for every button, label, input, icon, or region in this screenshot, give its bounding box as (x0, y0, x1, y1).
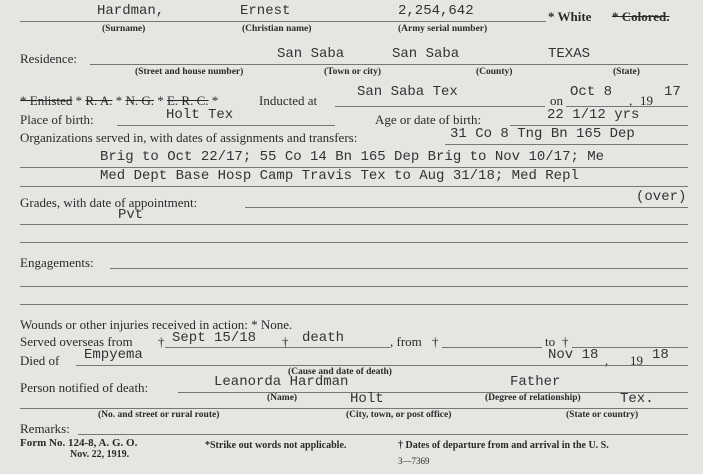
dates-note: † Dates of departure from and arrival in the U. S. (398, 440, 609, 451)
residence-state-value: TEXAS (548, 46, 591, 62)
notified-address-rule (20, 408, 688, 409)
notified-name-caption: (Name) (267, 393, 298, 403)
christian-name-value: Ernest (240, 3, 291, 19)
inducted-year-value: 17 (664, 84, 681, 100)
dagger-2: † (282, 334, 289, 349)
residence-street-value: San Saba (277, 46, 345, 62)
surname-value: Hardman, (97, 3, 165, 19)
inducted-date-value: Oct 8 (570, 84, 613, 100)
death-caption: (Cause and date of death) (288, 367, 392, 377)
residence-street-caption: (Street and house number) (135, 67, 244, 77)
residence-county-caption: (County) (476, 67, 513, 77)
age-label: Age or date of birth: (375, 112, 482, 127)
wounds-label: Wounds or other injuries received in action: * None. (20, 317, 293, 332)
organizations-rule-1 (445, 144, 688, 145)
inducted-label: Inducted at (259, 93, 318, 108)
inducted-comma: , (629, 93, 633, 108)
death-rule (76, 365, 688, 366)
death-year-value: 18 (652, 347, 669, 363)
engagements-rule-2 (20, 286, 688, 287)
notified-name-value: Leanorda Hardman (214, 374, 349, 390)
residence-town-value: San Saba (392, 46, 460, 62)
served-overseas-label: Served overseas from (20, 334, 133, 349)
over-note: (over) (636, 189, 687, 205)
organizations-label: Organizations served in, with dates of assignments and transfers: (20, 130, 358, 145)
inducted-place-value: San Saba Tex (357, 84, 458, 100)
enlisted-label: * Enlisted * R. A. * N. G. * E. R. C. * (20, 93, 219, 108)
dagger-4: † (562, 334, 569, 349)
residence-state-caption: (State) (613, 67, 640, 77)
organizations-rule-3 (20, 186, 688, 187)
age-value: 22 1/12 yrs (547, 107, 640, 123)
serial-number-caption: (Army serial number) (398, 24, 488, 34)
notified-state-value: Tex. (620, 391, 654, 407)
remarks-label: Remarks: (20, 421, 70, 436)
christian-name-caption: (Christian name) (242, 24, 312, 34)
notified-state-caption: (State or country) (566, 410, 639, 420)
residence-rule (90, 64, 688, 65)
print-code: 3—7369 (398, 456, 430, 466)
grades-rule-2 (20, 224, 688, 225)
dagger-3: † (432, 334, 439, 349)
engagements-label: Engagements: (20, 255, 94, 270)
engagements-rule-1 (110, 268, 688, 269)
inducted-year-prefix: 19 (640, 93, 653, 108)
birthplace-rule (117, 125, 335, 126)
organizations-line-3: Med Dept Base Hosp Camp Travis Tex to Aug 31/18; Med Repl (100, 168, 579, 184)
died-of-label: Died of (20, 353, 60, 368)
death-year-prefix: 19 (630, 353, 643, 368)
grades-label: Grades, with date of appointment: (20, 195, 198, 210)
notified-city-caption: (City, town, or post office) (346, 410, 452, 420)
birthplace-label: Place of birth: (20, 112, 94, 127)
notified-street-caption: (No. and street or rural route) (98, 410, 220, 420)
organizations-line-2: Brig to Oct 22/17; 55 Co 14 Bn 165 Dep Brig to Nov 10/17; Me (100, 149, 605, 165)
strike-out-note: *Strike out words not applicable. (205, 440, 347, 451)
notified-rule (178, 392, 688, 393)
overseas-rule-1 (165, 347, 390, 348)
from-label: , from (390, 334, 422, 349)
notified-label: Person notified of death: (20, 380, 149, 395)
surname-caption: (Surname) (102, 24, 146, 34)
birthplace-value: Holt Tex (166, 107, 234, 123)
engagements-rule-3 (20, 304, 688, 305)
race-white-label: * White (548, 9, 592, 24)
notified-city-value: Holt (350, 391, 384, 407)
grade-value: Pvt (118, 207, 144, 223)
overseas-rule-2 (442, 347, 542, 348)
grades-rule-3 (20, 242, 688, 243)
death-cause-value: Empyema (84, 347, 143, 363)
notified-relationship-caption: (Degree of relationship) (485, 393, 581, 403)
overseas-return-value: death (302, 330, 345, 346)
death-date-value: Nov 18 (548, 347, 599, 363)
residence-town-caption: (Town or city) (324, 67, 381, 77)
inducted-place-rule (335, 106, 545, 107)
dagger-1: † (158, 334, 165, 349)
header-rule (20, 21, 546, 22)
serial-number-value: 2,254,642 (398, 3, 474, 19)
residence-label: Residence: (20, 51, 78, 66)
death-comma: , (605, 353, 609, 368)
to-label: to (545, 334, 556, 349)
grades-rule-1 (245, 207, 688, 208)
overseas-departure-value: Sept 15/18 (172, 330, 257, 346)
remarks-rule (78, 434, 688, 435)
organizations-line-1: 31 Co 8 Tng Bn 165 Dep (450, 126, 635, 142)
inducted-on-label: on (550, 93, 563, 108)
race-colored-label: * Colored. (612, 9, 670, 24)
notified-relationship-value: Father (510, 374, 561, 390)
form-number: Form No. 124-8, A. G. O. (20, 437, 138, 449)
form-date: Nov. 22, 1919. (70, 449, 130, 460)
